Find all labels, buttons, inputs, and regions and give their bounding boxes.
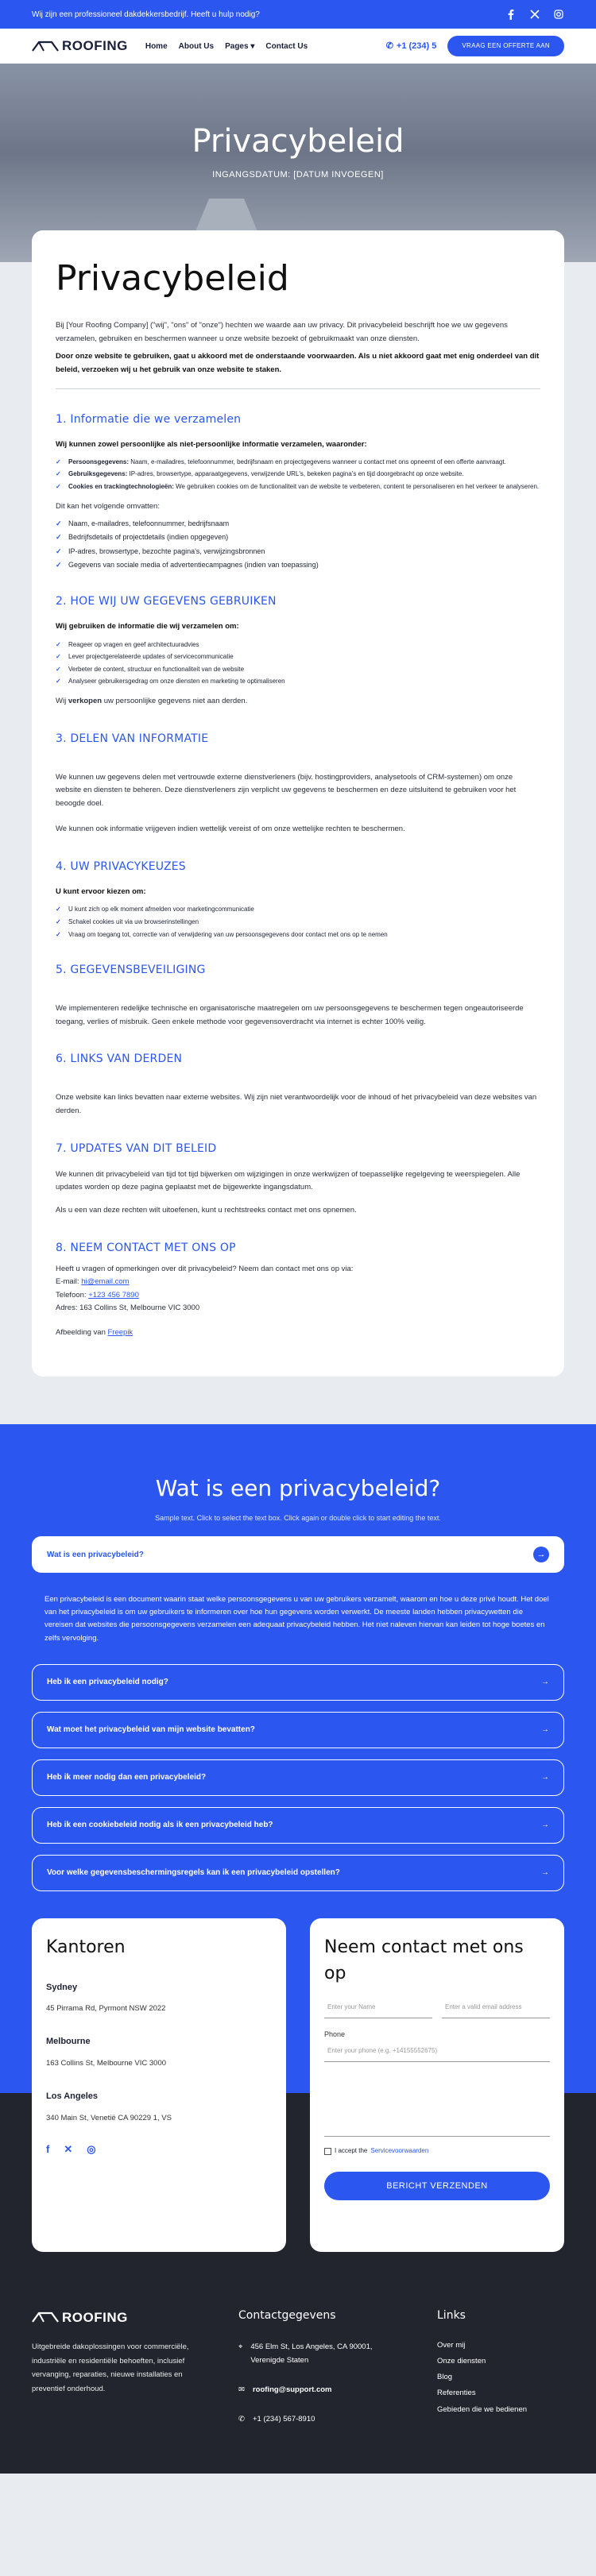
footer-address: ⌖ 456 Elm St, Los Angeles, CA 90001, Verenigde Staten xyxy=(238,2340,397,2367)
section-8-email: E-mail: hi@email.com xyxy=(56,1277,130,1287)
list-item: ✓ IP-adres, browsertype, bezochte pagina's, verwijzingsbronnen xyxy=(56,546,540,558)
arrow-right-icon[interactable]: → xyxy=(533,1547,549,1562)
instagram-icon[interactable]: ◎ xyxy=(87,2142,96,2155)
section-4-lead: U kunt ervoor kiezen om: xyxy=(56,887,146,897)
arrow-right-icon: → xyxy=(541,1868,549,1878)
office-city: Los Angeles xyxy=(46,2091,98,2102)
policy-intro-bold: Door onze website te gebruiken, gaat u akkoord met de onderstaande voorwaarden. Als u niet akkoord gaat met enig onderdeel van dit beleid, verzoeken wij u het gebruik van onze website te staken. xyxy=(56,352,540,374)
section-1-lead: Wij kunnen zowel persoonlijke als niet-persoonlijke informatie verzamelen, waaronder: xyxy=(56,439,367,449)
list-item: ✓ Naam, e-mailadres, telefoonnummer, bedrijfsnaam xyxy=(56,518,540,530)
faq-item[interactable] xyxy=(32,1807,564,1844)
name-email-row xyxy=(324,1998,550,2018)
check-icon: ✓ xyxy=(56,678,61,686)
section-8-title: 8. NEEM CONTACT MET ONS OP xyxy=(56,1241,236,1254)
list-item: ✓ Gebruiksgegevens: IP-adres, browsertype, apparaatgegevens, verwijzende URL's, bekeken pagina's en tijd doorgebracht op onze website. xyxy=(56,469,540,480)
arrow-right-icon: → xyxy=(541,1725,549,1735)
list-item: ✓ Analyseer gebruikersgedrag om onze diensten en marketing te optimaliseren xyxy=(56,676,540,687)
nav-item-contact[interactable]: Contact Us xyxy=(265,41,308,51)
policy-intro: Bij [Your Roofing Company] ("wij", "ons" of "onze") hechten we waarde aan uw privacy. Dit privacybeleid beschrijft hoe we uw gegevens verzamelen, gebruiken en beschermen wanneer u onze website bezoekt of gebruikmaakt van onze diensten. xyxy=(56,321,508,343)
submit-button[interactable]: BERICHT VERZENDEN xyxy=(324,2172,550,2200)
list-item: ✓ Vraag om toegang tot, correctie van of verwijdering van uw persoonsgegevens door contact met ons op te nemen xyxy=(56,929,540,940)
footer-contact xyxy=(238,2308,397,2442)
policy-card xyxy=(32,230,564,1377)
faq-question: Heb ik meer nodig dan een privacybeleid? xyxy=(47,1773,207,1782)
section-1-lead-2: Dit kan het volgende omvatten: xyxy=(56,501,160,511)
arrow-right-icon: → xyxy=(541,1821,549,1830)
section-4-title: 4. UW PRIVACYKEUZES xyxy=(56,860,186,874)
roof-logo-icon xyxy=(32,41,59,52)
check-icon: ✓ xyxy=(56,917,61,925)
section-6-text: Onze website kan links bevatten naar externe websites. Wij zijn niet verantwoordelijk voor de inhoud of het privacybeleid van deze websites van derden. xyxy=(56,1093,537,1115)
check-icon: ✓ xyxy=(56,470,61,478)
footer-link[interactable]: Over mij xyxy=(437,2340,466,2350)
section-2-list xyxy=(56,639,540,687)
list-item: ✓ Verbeter de content, structuur en functionaliteit van de website xyxy=(56,664,540,675)
check-icon: ✓ xyxy=(56,930,61,938)
list-item: ✓ Reageer op vragen en geef architectuuradvies xyxy=(56,639,540,651)
section-8-phone: Telefoon: +123 456 7890 xyxy=(56,1290,139,1300)
logo[interactable] xyxy=(32,36,128,56)
section-4-list xyxy=(56,904,540,940)
footer-about-text: Uitgebreide dakoplossingen voor commerciële, industriële en residentiële behoeften, inclusief vervanging, reparaties, nieuwe installaties en preventief onderhoud. xyxy=(32,2342,189,2393)
section-2-lead: Wij gebruiken de informatie die wij verzamelen om: xyxy=(56,622,239,631)
office-address: 45 Pirrama Rd, Pyrmont NSW 2022 xyxy=(46,2004,166,2014)
section-7-text: We kunnen dit privacybeleid van tijd tot tijd bijwerken om wijzigingen in onze werkwijzen of toepasselijke regelgeving te weerspiegelen. Alle updates worden op deze pagina geplaatst met de bijgewerkte ingangsdatum. xyxy=(56,1169,521,1192)
footer-link[interactable]: Onze diensten xyxy=(437,2356,486,2366)
terms-link[interactable]: Servicevoorwaarden xyxy=(370,2147,429,2155)
nav-phone-number: +1 (234) 5 xyxy=(396,41,437,51)
faq-item[interactable] xyxy=(32,1712,564,1748)
arrow-right-icon: → xyxy=(541,1678,549,1687)
check-icon: ✓ xyxy=(56,665,61,673)
faq-question: Heb ik een privacybeleid nodig? xyxy=(47,1678,168,1687)
check-icon: ✓ xyxy=(56,519,62,528)
name-input[interactable]: Enter your Name xyxy=(324,1998,432,2018)
footer-logo[interactable] xyxy=(32,2308,191,2328)
instagram-icon[interactable] xyxy=(553,9,564,20)
section-7-text-2: Als u een van deze rechten wilt uitoefenen, kunt u rechtstreeks contact met ons opnemen. xyxy=(56,1205,357,1215)
hero-effective-date: INGANGSDATUM: [DATUM INVOEGEN] xyxy=(212,170,384,180)
logo-text: ROOFING xyxy=(62,2309,128,2325)
top-bar-text: Wij zijn een professioneel dakdekkersbedrijf. Heeft u hulp nodig? xyxy=(32,10,260,19)
check-icon: ✓ xyxy=(56,561,62,570)
phone-input[interactable]: Enter your phone (e.g. +14155552675) xyxy=(324,2041,550,2062)
top-bar xyxy=(0,0,596,29)
message-input[interactable] xyxy=(324,2073,550,2137)
section-1-list-2 xyxy=(56,518,540,571)
section-1-title: 1. Informatie die we verzamelen xyxy=(56,412,242,426)
faq-title: Wat is een privacybeleid? xyxy=(155,1474,441,1501)
social-links xyxy=(505,9,564,20)
footer xyxy=(0,2284,596,2474)
section-7-title: 7. UPDATES VAN DIT BELEID xyxy=(56,1141,217,1155)
email-link[interactable]: hi@email.com xyxy=(81,1277,130,1287)
office-address: 340 Main St, Venetië CA 90229 1, VS xyxy=(46,2113,172,2122)
nav-item-pages-label: Pages xyxy=(225,41,249,51)
location-icon: ⌖ xyxy=(238,2342,243,2351)
nav-item-about[interactable]: About Us xyxy=(178,41,215,51)
terms-checkbox[interactable]: I accept the Servicevoorwaarden xyxy=(324,2146,550,2156)
section-5-title: 5. GEGEVENSBEVEILIGING xyxy=(56,964,206,977)
section-8-lead: Heeft u vragen of opmerkingen over dit privacybeleid? Neem dan contact met ons op via: xyxy=(56,1264,354,1273)
main-nav xyxy=(0,29,596,64)
facebook-icon[interactable]: f xyxy=(46,2142,50,2155)
footer-link[interactable]: Blog xyxy=(437,2373,453,2382)
check-icon: ✓ xyxy=(56,458,61,465)
section-5-text: We implementeren redelijke technische en organisatorische maatregelen om uw persoonsgegevens te beschermen tegen ongeautoriseerde toegang, verlies of misbruik. Geen enkele methode voor gegevensoverdracht via internet is echter 100% veilig. xyxy=(56,1004,524,1026)
policy-title: Privacybeleid xyxy=(56,258,289,299)
section-2-title: 2. HOE WIJ UW GEGEVENS GEBRUIKEN xyxy=(56,595,277,608)
section-3-title: 3. DELEN VAN INFORMATIE xyxy=(56,732,209,745)
nav-menu xyxy=(145,41,308,52)
office-city: Melbourne xyxy=(46,2037,91,2047)
footer-about xyxy=(32,2308,191,2442)
faq-question: Wat is een privacybeleid? xyxy=(47,1550,144,1559)
arrow-right-icon: → xyxy=(541,1773,549,1782)
footer-contact-title: Contactgegevens xyxy=(238,2308,336,2322)
phone-icon: ✆ xyxy=(385,41,393,51)
check-icon: ✓ xyxy=(56,482,61,490)
list-item: ✓ Cookies en trackingtechnologieën: We gebruiken cookies om de functionaliteit van de website te verbeteren, content te personaliseren en het verkeer te analyseren. xyxy=(56,481,540,492)
section-8-address: Adres: 163 Collins St, Melbourne VIC 3000 xyxy=(56,1303,200,1313)
office-city: Sydney xyxy=(46,1982,78,1992)
section-3-text: We kunnen uw gegevens delen met vertrouwde externe dienstverleners (bijv. hostingproviders, analysetools of CRM-systemen) om onze website en diensten te beheren. Deze dienstverleners zijn verplicht uw gegevens te beschermen en deze uitsluitend te gebruiken voor het beoogde doel. xyxy=(56,772,517,808)
roof-logo-icon xyxy=(32,2311,59,2323)
footer-links xyxy=(437,2308,527,2442)
phone-label: Phone xyxy=(324,2030,346,2038)
list-item: ✓ Bedrijfsdetails of projectdetails (indien opgegeven) xyxy=(56,531,540,543)
section-1-list xyxy=(56,457,540,492)
office-socials xyxy=(46,2142,272,2157)
nav-item-home[interactable]: Home xyxy=(145,41,168,51)
mail-icon: ✉ xyxy=(238,2385,245,2394)
facebook-icon[interactable] xyxy=(505,9,517,20)
divider xyxy=(56,388,540,389)
list-item: ✓ Persoonsgegevens: Naam, e-mailadres, telefoonnummer, bedrijfsnaam en projectgegevens wanneer u contact met ons opneemt of een offerte aanvraagt. xyxy=(56,457,540,468)
image-credit: Afbeelding van Freepik xyxy=(56,1328,134,1337)
x-icon[interactable] xyxy=(529,9,540,20)
list-item: ✓ Lever projectgerelateerde updates of servicecommunicatie xyxy=(56,651,540,662)
offices-card xyxy=(32,1918,286,2252)
list-item: ✓ Gegevens van sociale media of advertentiecampagnes (indien van toepassing) xyxy=(56,559,540,571)
section-6-title: 6. LINKS VAN DERDEN xyxy=(56,1052,183,1066)
section-2-note: Wij verkopen uw persoonlijke gegevens niet aan derden. xyxy=(56,696,248,705)
quote-button[interactable]: VRAAG EEN OFFERTE AAN xyxy=(447,36,564,56)
contact-title: Neem contact met ons op xyxy=(324,1937,524,1983)
footer-link[interactable]: Referenties xyxy=(437,2389,476,2398)
hero-title: Privacybeleid xyxy=(192,123,404,160)
check-icon: ✓ xyxy=(56,533,62,542)
office-address: 163 Collins St, Melbourne VIC 3000 xyxy=(46,2058,167,2068)
list-item: ✓ U kunt zich op elk moment afmelden voor marketingcommunicatie xyxy=(56,904,540,915)
check-icon: ✓ xyxy=(56,546,62,555)
email-input[interactable]: Enter a valid email address xyxy=(442,1998,550,2018)
check-icon: ✓ xyxy=(56,906,61,913)
faq-item[interactable] xyxy=(32,1855,564,1891)
list-item: ✓ Schakel cookies uit via uw browserinstellingen xyxy=(56,917,540,928)
checkbox-icon[interactable] xyxy=(324,2148,331,2155)
footer-phone[interactable]: ✆ +1 (234) 567-8910 xyxy=(238,2412,397,2426)
info-cards xyxy=(0,1918,596,2252)
freepik-link[interactable]: Freepik xyxy=(107,1328,134,1337)
offices-title: Kantoren xyxy=(46,1937,126,1957)
footer-link[interactable]: Gebieden die we bedienen xyxy=(437,2404,528,2414)
logo-text: ROOFING xyxy=(62,38,128,54)
faq-question: Wat moet het privacybeleid van mijn website bevatten? xyxy=(47,1725,255,1735)
nav-item-pages[interactable] xyxy=(225,41,254,52)
x-icon[interactable]: ✕ xyxy=(64,2142,73,2155)
faq-question: Voor welke gegevensbeschermingsregels kan ik een privacybeleid opstellen? xyxy=(47,1868,340,1878)
nav-phone[interactable] xyxy=(386,40,437,53)
faq-question: Heb ik een cookiebeleid nodig als ik een privacybeleid heb? xyxy=(47,1821,273,1830)
footer-links-title: Links xyxy=(437,2308,466,2322)
faq-item-open[interactable] xyxy=(32,1536,564,1573)
phone-link[interactable]: +123 456 7890 xyxy=(88,1290,139,1300)
faq-item[interactable] xyxy=(32,1759,564,1796)
phone-icon: ✆ xyxy=(238,2414,245,2423)
chevron-down-icon: ▾ xyxy=(250,41,255,51)
bottom-section xyxy=(0,1937,596,2474)
section-3-text-2: We kunnen ook informatie vrijgeven indien wettelijk vereist of om onze wettelijke rechten te beschermen. xyxy=(56,825,405,834)
footer-email[interactable]: ✉ roofing@support.com xyxy=(238,2383,397,2396)
faq-subtitle: Sample text. Click to select the text box. Click again or double click to start editing the text. xyxy=(155,1513,441,1522)
check-icon: ✓ xyxy=(56,640,61,648)
faq-item[interactable] xyxy=(32,1664,564,1701)
check-icon: ✓ xyxy=(56,653,61,661)
faq-answer: Een privacybeleid is een document waarin staat welke persoonsgegevens u van uw gebruikers verzamelt, waarom en hoe u deze privé houdt. Het doel van het privacybeleid is om uw gebruikers te informeren over hoe hun gegevens worden verwerkt. De meeste landen hebben privacywetten die vereisen dat websites die persoonsgegevens verzamelen een adequaat privacybeleid hebben. Het niet naleven hiervan kan leiden tot hoge boetes en zelfs vervolging. xyxy=(45,1595,549,1643)
contact-card xyxy=(310,1918,564,2252)
